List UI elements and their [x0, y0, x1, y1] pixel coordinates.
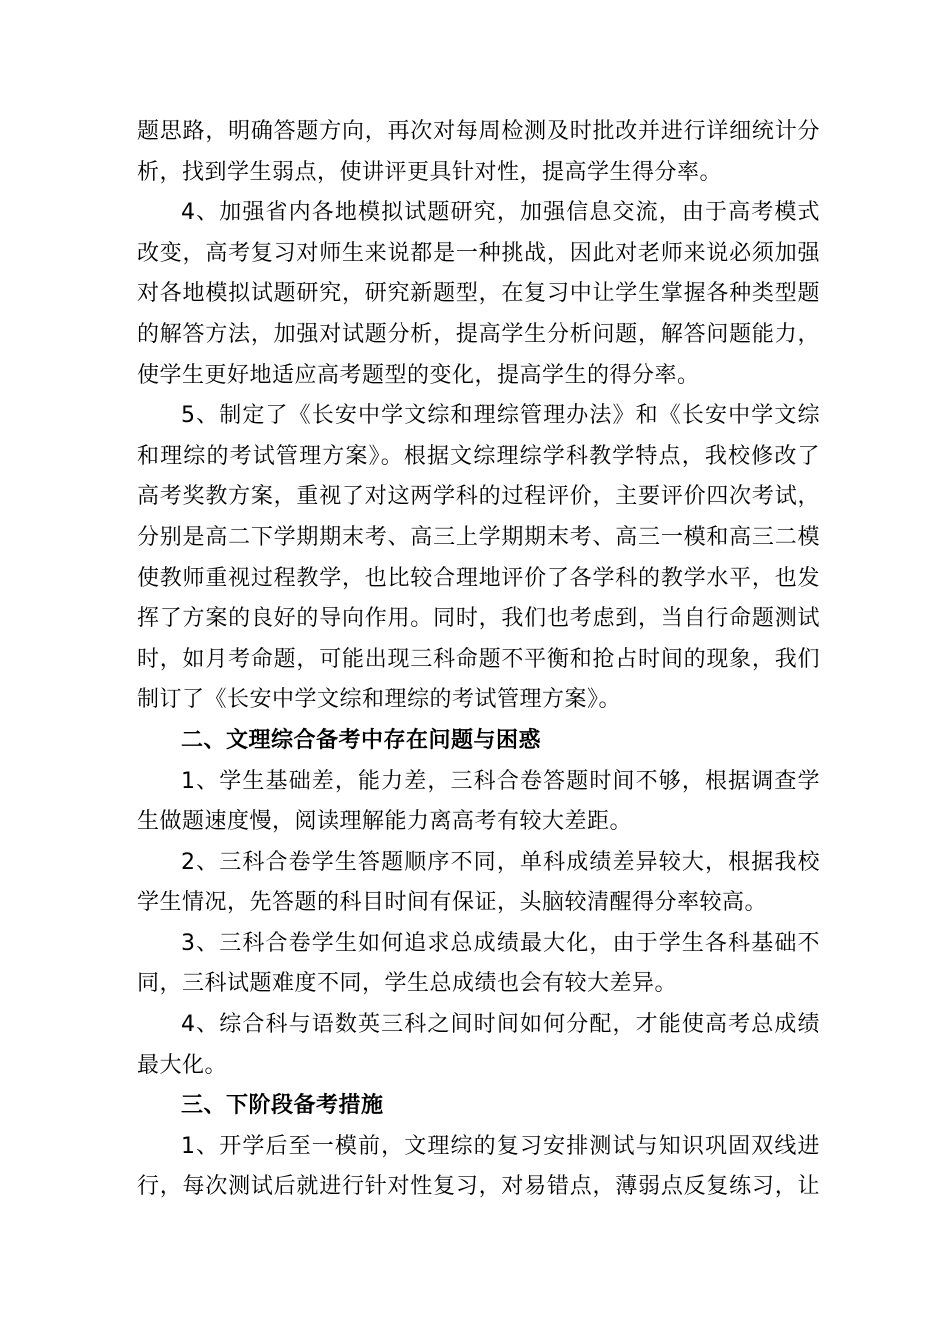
text-line: 时，如月考命题，可能出现三科命题不平衡和抢占时间的现象，我们: [137, 646, 820, 672]
text-line: 使教师重视过程教学，也比较合理地评价了各学科的教学水平，也发: [137, 565, 820, 591]
section-heading: 三、下阶段备考措施: [181, 1093, 384, 1119]
text-line: 题思路，明确答题方向，再次对每周检测及时批改并进行详细统计分: [137, 119, 820, 144]
text-line: 5、制定了《长安中学文综和理综管理办法》和《长安中学文综: [181, 403, 820, 429]
text-line: 4、综合科与语数英三科之间时间如何分配，才能使高考总成绩: [181, 1012, 820, 1038]
text-line: 挥了方案的良好的导向作用。同时，我们也考虑到，当自行命题测试: [137, 606, 820, 632]
text-line: 1、开学后至一模前，文理综的复习安排测试与知识巩固双线进: [181, 1133, 820, 1159]
text-line: 析，找到学生弱点，使讲评更具针对性，提高学生得分率。: [137, 159, 723, 185]
text-line: 高考奖教方案，重视了对这两学科的过程评价，主要评价四次考试，: [137, 484, 820, 510]
text-line: 的解答方法，加强对试题分析，提高学生分析问题，解答问题能力，: [137, 321, 820, 347]
text-line: 4、加强省内各地模拟试题研究，加强信息交流，由于高考模式: [181, 200, 820, 226]
text-line: 改变，高考复习对师生来说都是一种挑战，因此对老师来说必须加强: [137, 240, 820, 266]
text-line: 最大化。: [137, 1052, 228, 1078]
text-line: 同，三科试题难度不同，学生总成绩也会有较大差异。: [137, 971, 678, 997]
text-line: 使学生更好地适应高考题型的变化，提高学生的得分率。: [137, 362, 700, 388]
text-line: 2、三科合卷学生答题顺序不同，单科成绩差异较大，根据我校: [181, 849, 820, 875]
text-line: 和理综的考试管理方案》。根据文综理综学科教学特点，我校修改了: [137, 443, 820, 469]
text-line: 对各地模拟试题研究，研究新题型，在复习中让学生掌握各种类型题: [137, 281, 820, 307]
text-line: 学生情况，先答题的科目时间有保证，头脑较清醒得分率较高。: [137, 890, 768, 916]
text-line: 制订了《长安中学文综和理综的考试管理方案》。: [137, 687, 622, 713]
section-heading: 二、文理综合备考中存在问题与困惑: [181, 727, 542, 753]
text-line: 行，每次测试后就进行针对性复习，对易错点，薄弱点反复练习，让: [137, 1174, 820, 1200]
text-line: 生做题速度慢，阅读理解能力离高考有较大差距。: [137, 809, 633, 835]
text-line: 1、学生基础差，能力差，三科合卷答题时间不够，根据调查学: [181, 768, 820, 794]
text-line: 分别是高二下学期期末考、高三上学期期末考、高三一模和高三二模: [137, 524, 820, 550]
text-line: 3、三科合卷学生如何追求总成绩最大化，由于学生各科基础不: [181, 930, 820, 956]
